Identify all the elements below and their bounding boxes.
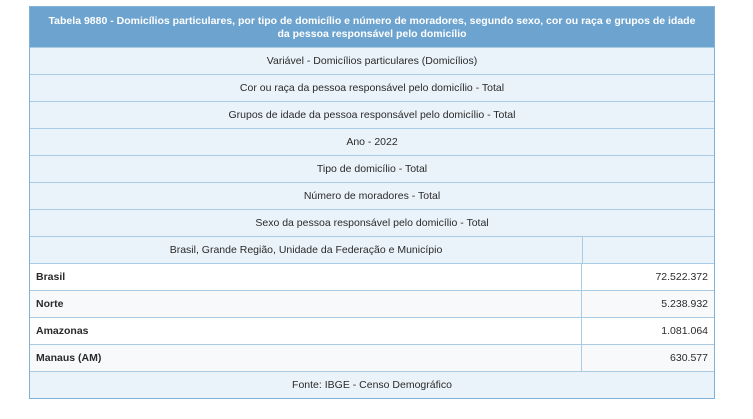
meta-row-sex bbox=[30, 209, 714, 236]
table-row bbox=[30, 344, 714, 371]
column-header-region bbox=[30, 237, 583, 263]
data-table bbox=[29, 6, 715, 399]
table-row bbox=[30, 317, 714, 344]
row-label: Norte bbox=[30, 291, 582, 317]
row-value: 630.577 bbox=[670, 352, 708, 364]
meta-text: Cor ou raça da pessoa responsável pelo domicílio - Total bbox=[239, 82, 505, 94]
row-label: Manaus (AM) bbox=[30, 345, 582, 371]
source-text: Fonte: IBGE - Censo Demográfico bbox=[292, 379, 452, 391]
meta-row-residents bbox=[30, 182, 714, 209]
column-header-row bbox=[30, 236, 714, 263]
table-title-text: Tabela 9880 - Domicílios particulares, por tipo de domicílio e número de moradores, segundo sexo, cor ou raça e grupos de idade da pessoa responsável pelo domicílio bbox=[48, 14, 696, 40]
column-header-text: Brasil, Grande Região, Unidade da Federação e Município bbox=[169, 244, 443, 256]
table-body bbox=[30, 263, 714, 371]
meta-row-age-group bbox=[30, 101, 714, 128]
row-label: Amazonas bbox=[30, 318, 582, 344]
meta-row-race bbox=[30, 74, 714, 101]
column-header-value bbox=[583, 237, 714, 263]
row-value: 5.238.932 bbox=[661, 298, 708, 310]
row-value: 72.522.372 bbox=[655, 271, 708, 283]
meta-row-household-type bbox=[30, 155, 714, 182]
row-value: 1.081.064 bbox=[661, 325, 708, 337]
meta-text: Variável - Domicílios particulares (Domicílios) bbox=[266, 55, 478, 67]
meta-row-year bbox=[30, 128, 714, 155]
meta-text: Tipo de domicílio - Total bbox=[316, 163, 428, 175]
table-source bbox=[30, 371, 714, 398]
table-title bbox=[30, 7, 714, 47]
meta-text: Grupos de idade da pessoa responsável pelo domicílio - Total bbox=[228, 109, 516, 121]
meta-text: Sexo da pessoa responsável pelo domicílio - Total bbox=[255, 217, 489, 229]
table-row bbox=[30, 263, 714, 290]
table-row bbox=[30, 290, 714, 317]
meta-text: Número de moradores - Total bbox=[303, 190, 441, 202]
meta-row-variable bbox=[30, 47, 714, 74]
row-label: Brasil bbox=[30, 264, 582, 290]
meta-text: Ano - 2022 bbox=[346, 136, 398, 148]
